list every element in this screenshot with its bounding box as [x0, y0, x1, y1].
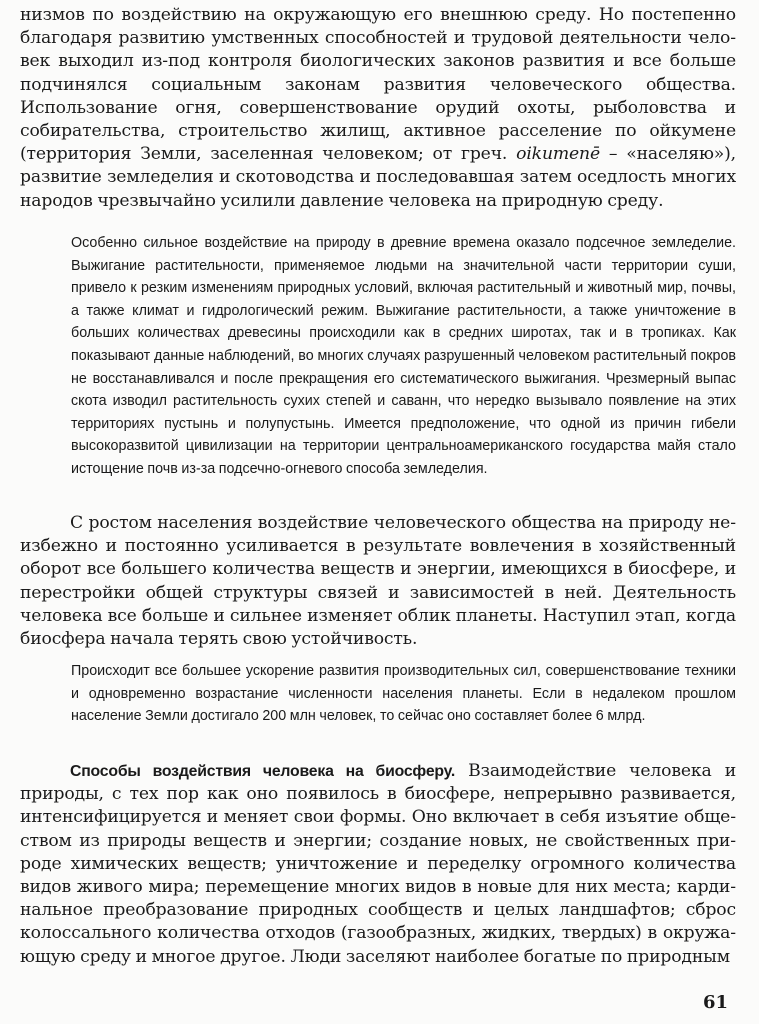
- paragraph-1-text-after: – «населяю»), развитие земледелия и скотоводства и последовавшая затем оседлость многих народов чрезвычайно усилили давление человека на природную среду.: [20, 144, 736, 211]
- section-heading: Способы воздействия человека на биосферу.: [70, 763, 456, 780]
- page-number: 61: [703, 992, 729, 1013]
- small-print-note-2: Происходит все большее ускорение развития производительных сил, совершенствование техники и одновременно возрастание численности населения планеты. Если в недалеком прошлом население Земли достигало 200 млн человек, то сейчас оно составляет более 6 млрд.: [71, 663, 736, 725]
- greek-term: oikumenē: [516, 144, 600, 165]
- body-paragraph-3: [20, 760, 736, 969]
- body-paragraph-1: [20, 4, 736, 213]
- paragraph-1-text-before: низмов по воздействию на окружающую его внешнюю среду. Но постепенно благодаря развитию умственных способностей и трудовой деятельности человек выходил из-под контроля биологических законов развития и все больше подчинялся социальным законам развития человеческого общества. Использование огня, совершенствование орудий охоты, рыболовства и собирательства, строительство жилищ, активное расселение по ойкумене (территория Земли, заселенная человеком; от греч.: [20, 5, 736, 165]
- small-print-note-1: Особенно сильное воздействие на природу в древние времена оказало подсечное земледелие. Выжигание растительности, применяемое людьми на значительной части территории суши, привело к резким изменениям природных условий, включая растительный и животный мир, почвы, а также климат и гидрологический режим. Выжигание растительности, а также уничтожение в больших количествах древесины происходили как в средних широтах, так и в тропиках. Как показывают данные наблюдений, во многих случаях разрушенный человеком растительный покров не восстанавливался и после прекращения его систематического выжигания. Чрезмерный выпас скота изводил растительность сухих степей и саванн, что нередко вызывало появление на этих территориях пустынь и полупустынь. Имеется предположение, что одной из причин гибели высокоразвитой цивилизации на территории центральноамериканского государства майя стало истощение почв из-за подсечно-огневого способа земледелия.: [71, 235, 736, 477]
- paragraph-3-text: Взаимодействие человека и природы, с тех пор как оно появилось в биосфере, непрерывно развивается, интенсифицируется и меняет свои формы. Оно включает в себя изъятие обществом из природы веществ и энергии; создание новых, не свойственных природе химических веществ; уничтожение и переделку огромного количества видов живого мира; перемещение многих видов в новые для них места; кардинальное преобразование природных сообществ и целых ландшафтов; сброс колоссального количества отходов (газообразных, жидких, твердых) в окружающую среду и многое другое. Люди заселяют наиболее богатые по природным: [20, 761, 737, 967]
- body-paragraph-2: С ростом населения воздействие человеческого общества на природу неизбежно и постоянно усиливается в результате вовлечения в хозяйственный оборот все большего количества веществ и энергии, имеющихся в биосфере, и перестройки общей структуры связей и зависимостей в ней. Деятельность человека все больше и сильнее изменяет облик планеты. Наступил этап, когда биосфера начала терять свою устойчивость.: [20, 513, 736, 650]
